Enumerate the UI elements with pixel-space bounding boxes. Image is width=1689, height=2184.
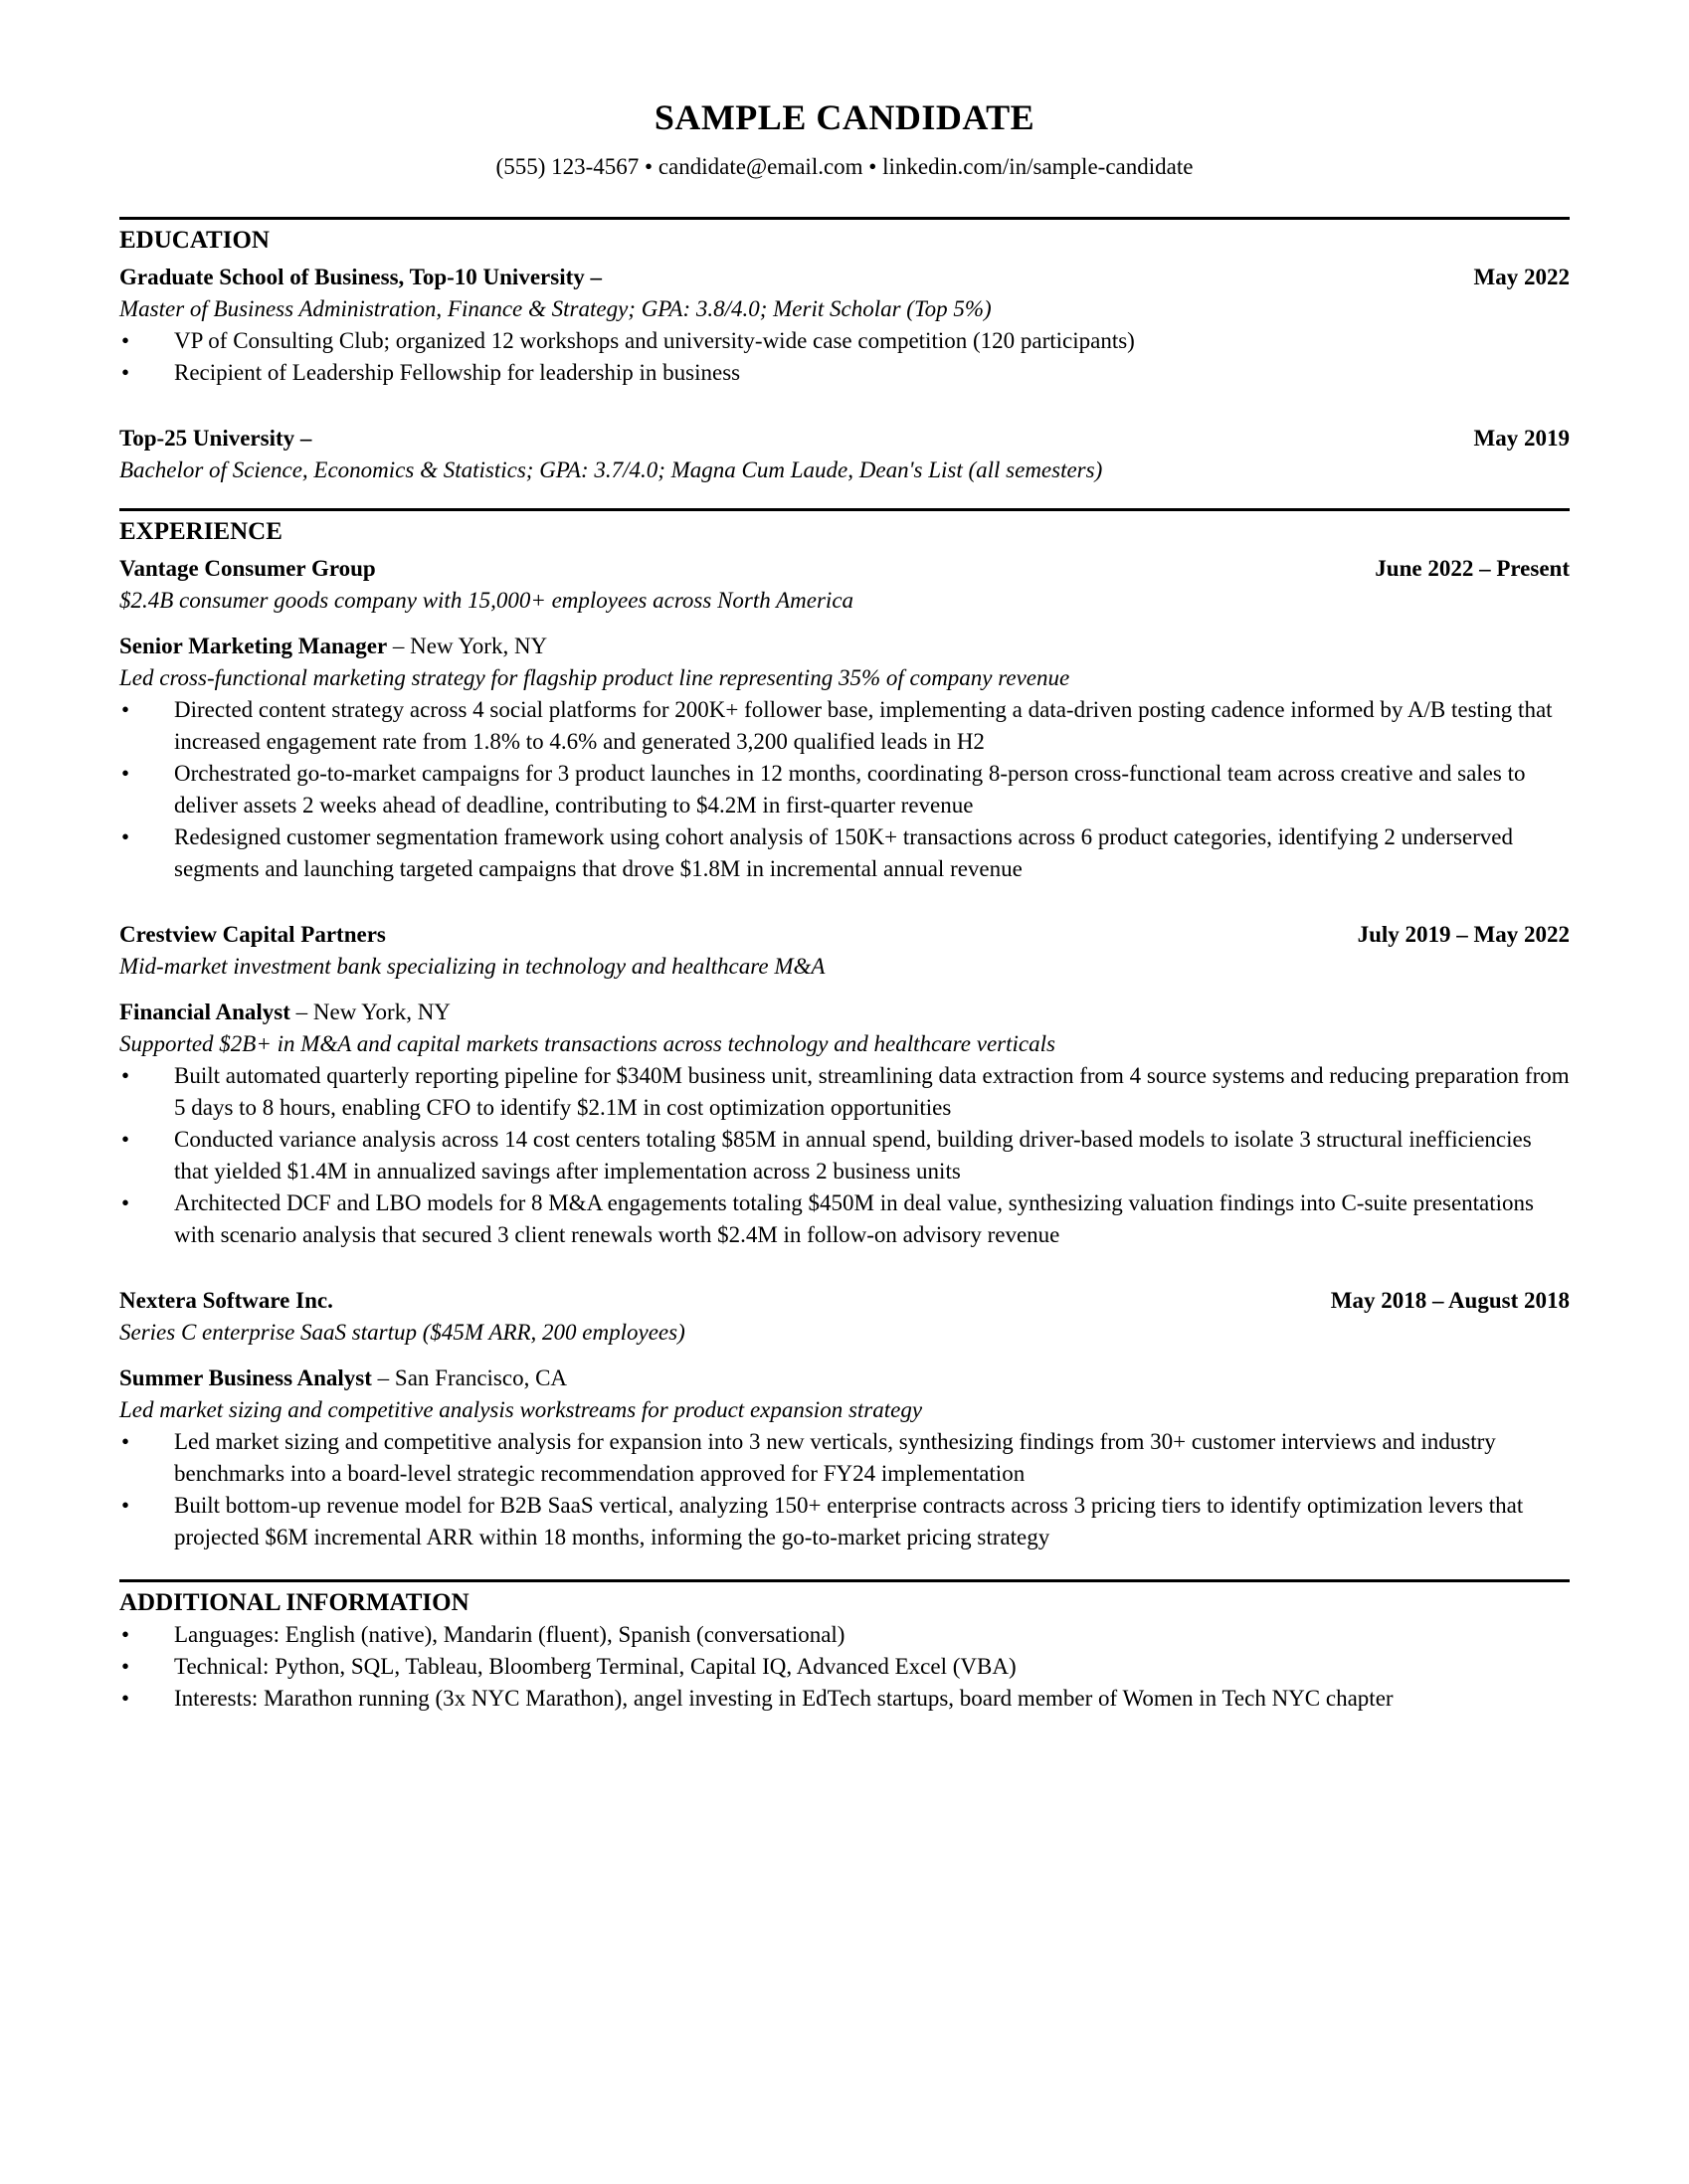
bullet-item <box>119 1490 1570 1553</box>
bullet-item <box>119 357 1570 389</box>
bullet-item <box>119 694 1570 758</box>
bullet-item <box>119 1426 1570 1490</box>
bullet-item <box>119 758 1570 821</box>
bullet-list <box>119 325 1570 389</box>
company-header-row <box>119 553 1570 585</box>
job-entry-nextera <box>119 1285 1570 1553</box>
bullet-marker: • <box>121 1654 130 1679</box>
bullet-text: Languages: English (native), Mandarin (fluent), Spanish (conversational) <box>174 1622 845 1647</box>
bullet-list <box>119 1060 1570 1251</box>
bullet-marker: • <box>121 360 130 385</box>
school-header-row <box>119 262 1570 293</box>
bullet-marker: • <box>121 824 130 849</box>
role-title: Financial Analyst <box>119 1000 290 1024</box>
bullet-item <box>119 1651 1570 1683</box>
bullet-marker: • <box>121 1686 130 1711</box>
bullet-text: Recipient of Leadership Fellowship for leadership in business <box>174 360 741 385</box>
candidate-name: SAMPLE CANDIDATE <box>654 97 1035 137</box>
bullet-text: Led market sizing and competitive analysis for expansion into 3 new verticals, synthesizing findings from 30+ customer interviews and industry benchmarks into a board-level strategic recommendation approved for FY24 implementation <box>174 1429 1496 1486</box>
bullet-item <box>119 1187 1570 1251</box>
bullet-text: Orchestrated go-to-market campaigns for 3 product launches in 12 months, coordinating 8-person cross-functional team across creative and sales to deliver assets 2 weeks ahead of deadline, contributing to $4.2M in first-quarter revenue <box>174 761 1526 818</box>
role-title-row <box>119 997 1570 1028</box>
bullet-text: Conducted variance analysis across 14 cost centers totaling $85M in annual spend, building driver-based models to isolate 3 structural inefficiencies that yielded $1.4M in annualized savings after implementation across 2 business units <box>174 1127 1532 1183</box>
bullet-text: Redesigned customer segmentation framework using cohort analysis of 150K+ transactions across 6 product categories, identifying 2 underserved segments and launching targeted campaigns that drove $1.8M in incremental annual revenue <box>174 824 1513 881</box>
section-additional-information <box>119 1579 1570 1715</box>
bullet-list <box>119 694 1570 885</box>
bullet-list <box>119 1426 1570 1553</box>
school-header-row <box>119 423 1570 455</box>
bullet-item <box>119 1683 1570 1715</box>
resume-header <box>119 97 1570 183</box>
company-description: $2.4B consumer goods company with 15,000+ employees across North America <box>119 588 854 613</box>
bullet-marker: • <box>121 1429 130 1454</box>
bullet-text: Directed content strategy across 4 social platforms for 200K+ follower base, implementing a data-driven posting cadence informed by A/B testing that increased engagement rate from 1.8% to 4.6% and generated 3,200 qualified leads in H2 <box>174 697 1553 754</box>
bullet-item <box>119 1124 1570 1187</box>
role-title-row <box>119 1363 1570 1394</box>
school-date: May 2019 <box>1473 426 1570 451</box>
role-location: – New York, NY <box>289 1000 451 1024</box>
education-entry-grad <box>119 262 1570 389</box>
section-education <box>119 217 1570 486</box>
bullet-marker: • <box>121 761 130 786</box>
company-description: Series C enterprise SaaS startup ($45M ARR, 200 employees) <box>119 1320 685 1345</box>
job-entry-vantage <box>119 553 1570 885</box>
bullet-marker: • <box>121 1190 130 1215</box>
bullet-marker: • <box>121 1622 130 1647</box>
degree-line: Master of Business Administration, Finance & Strategy; GPA: 3.8/4.0; Merit Scholar (Top 5%) <box>119 296 992 321</box>
company-header-row <box>119 1285 1570 1317</box>
company-dates: May 2018 – August 2018 <box>1330 1288 1570 1313</box>
bullet-text: Interests: Marathon running (3x NYC Marathon), angel investing in EdTech startups, board member of Women in Tech NYC chapter <box>174 1686 1394 1711</box>
bullet-item <box>119 821 1570 885</box>
bullet-text: Architected DCF and LBO models for 8 M&A engagements totaling $450M in deal value, synthesizing valuation findings into C-suite presentations with scenario analysis that secured 3 client renewals worth $2.4M in follow-on advisory revenue <box>174 1190 1534 1247</box>
job-entry-crestview <box>119 919 1570 1251</box>
contact-line: (555) 123-4567 • candidate@email.com • linkedin.com/in/sample-candidate <box>495 154 1194 179</box>
section-title-additional: ADDITIONAL INFORMATION <box>119 1589 469 1616</box>
role-title-row <box>119 631 1570 662</box>
school-date: May 2022 <box>1473 265 1570 289</box>
bullet-marker: • <box>121 697 130 722</box>
company-name: Vantage Consumer Group <box>119 556 376 581</box>
bullet-list <box>119 1619 1570 1715</box>
education-entry-undergrad <box>119 423 1570 486</box>
bullet-item <box>119 1060 1570 1124</box>
bullet-text: Built bottom-up revenue model for B2B SaaS vertical, analyzing 150+ enterprise contracts across 3 pricing tiers to identify optimization levers that projected $6M incremental ARR within 18 months, informing the go-to-market pricing strategy <box>174 1493 1524 1549</box>
school-name: Top-25 University – <box>119 426 312 451</box>
section-title-education: EDUCATION <box>119 227 270 254</box>
role-description: Supported $2B+ in M&A and capital markets transactions across technology and healthcare verticals <box>119 1031 1055 1056</box>
bullet-item <box>119 325 1570 357</box>
school-name: Graduate School of Business, Top-10 University – <box>119 265 602 289</box>
role-description: Led market sizing and competitive analysis workstreams for product expansion strategy <box>119 1397 923 1422</box>
company-name: Crestview Capital Partners <box>119 922 386 947</box>
bullet-text: Built automated quarterly reporting pipeline for $340M business unit, streamlining data extraction from 4 source systems and reducing preparation from 5 days to 8 hours, enabling CFO to identify $2.1M in cost optimization opportunities <box>174 1063 1570 1120</box>
section-experience <box>119 508 1570 1553</box>
company-description: Mid-market investment bank specializing in technology and healthcare M&A <box>119 954 826 979</box>
company-header-row <box>119 919 1570 951</box>
role-description: Led cross-functional marketing strategy for flagship product line representing 35% of company revenue <box>119 665 1070 690</box>
company-dates: July 2019 – May 2022 <box>1357 922 1570 947</box>
company-dates: June 2022 – Present <box>1375 556 1570 581</box>
role-title: Senior Marketing Manager <box>119 634 388 658</box>
bullet-marker: • <box>121 1127 130 1152</box>
degree-line: Bachelor of Science, Economics & Statistics; GPA: 3.7/4.0; Magna Cum Laude, Dean's List (all semesters) <box>119 457 1103 482</box>
bullet-marker: • <box>121 328 130 353</box>
bullet-marker: • <box>121 1493 130 1518</box>
bullet-marker: • <box>121 1063 130 1088</box>
section-title-experience: EXPERIENCE <box>119 518 282 545</box>
company-name: Nextera Software Inc. <box>119 1288 333 1313</box>
bullet-item <box>119 1619 1570 1651</box>
role-location: – San Francisco, CA <box>371 1365 568 1390</box>
bullet-text: VP of Consulting Club; organized 12 workshops and university-wide case competition (120 participants) <box>174 328 1135 353</box>
role-title: Summer Business Analyst <box>119 1365 372 1390</box>
role-location: – New York, NY <box>387 634 548 658</box>
bullet-text: Technical: Python, SQL, Tableau, Bloomberg Terminal, Capital IQ, Advanced Excel (VBA) <box>174 1654 1017 1679</box>
